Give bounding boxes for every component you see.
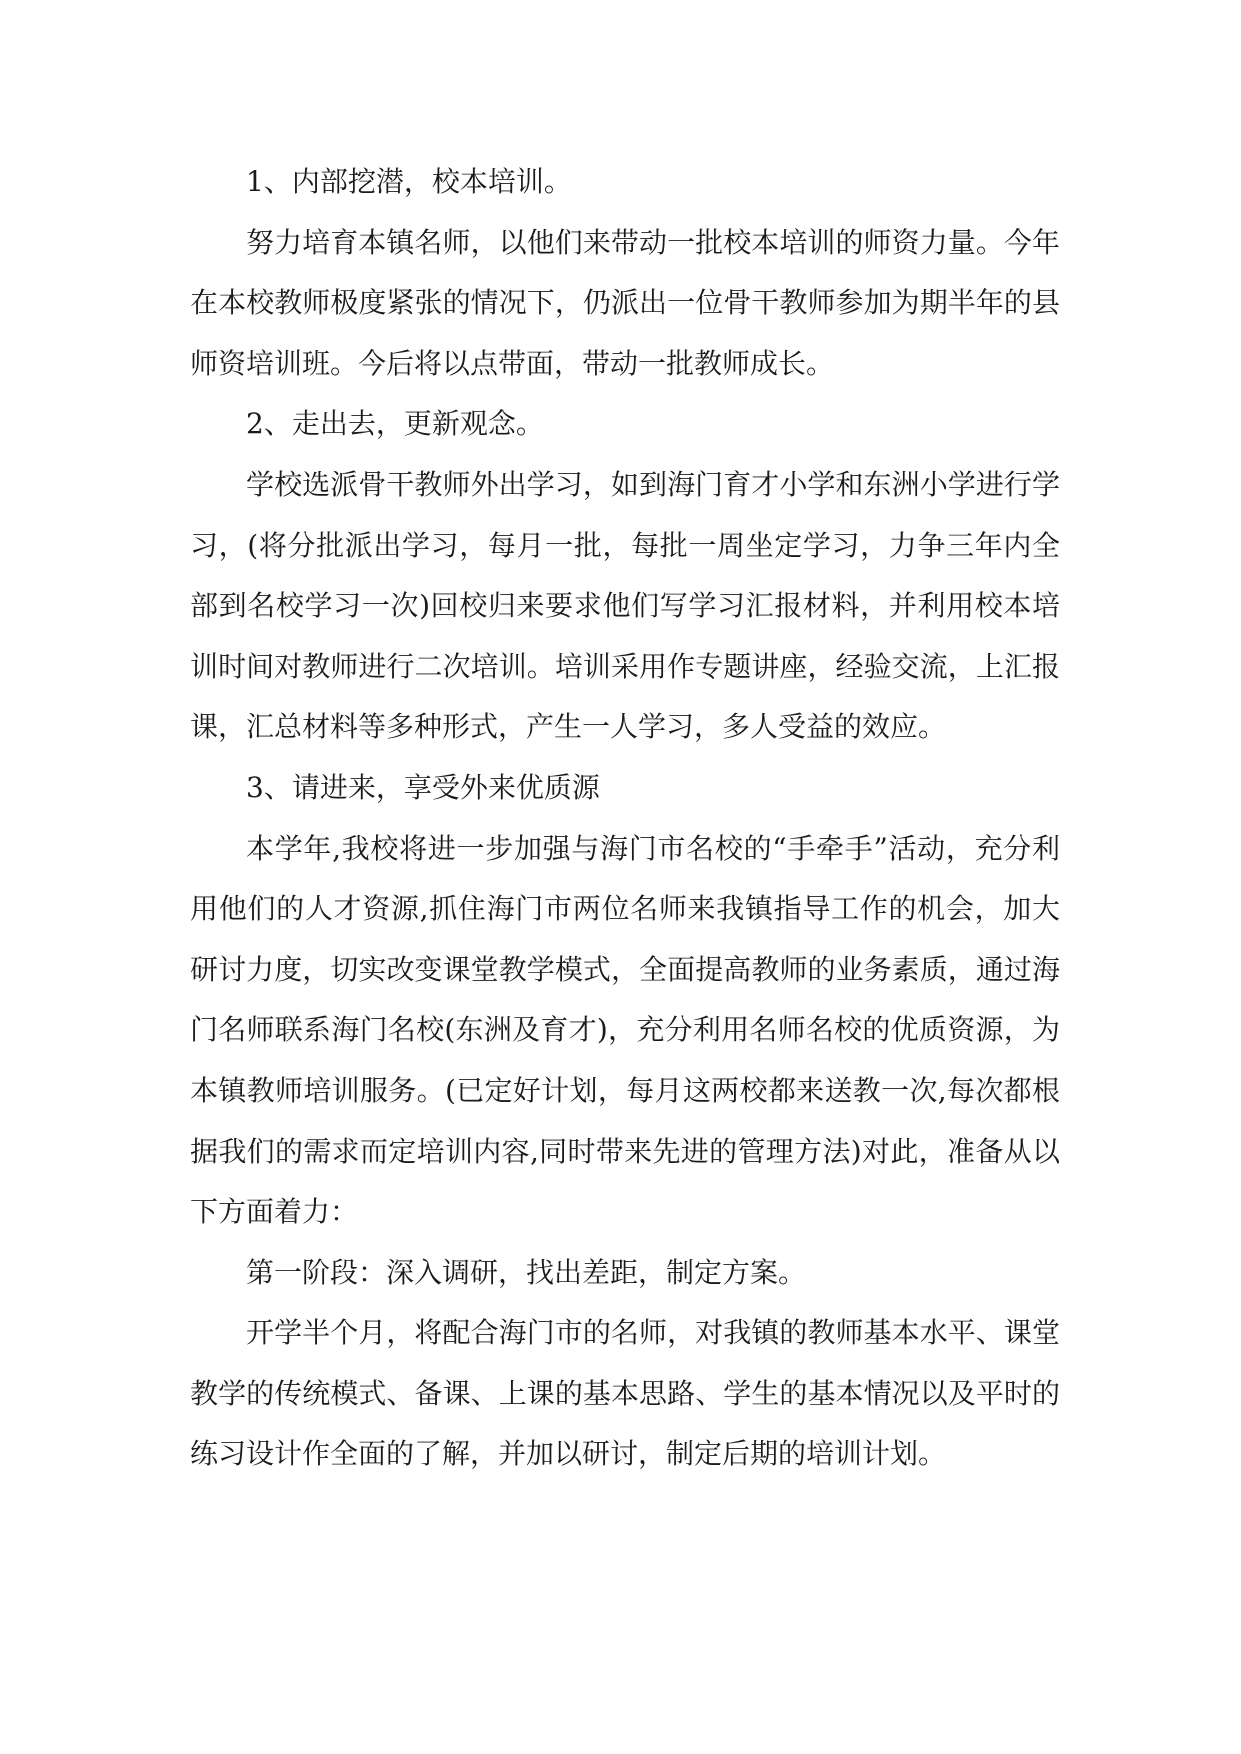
paragraph-3: 本学年,我校将进一步加强与海门市名校的“手牵手”活动，充分利用他们的人才资源,抓住海门市两位名师来我镇指导工作的机会，加大研讨力度，切实改变课堂教学模式，全面提高教师的业务素质，通过海门名师联系海门名校(东洲及育才)，充分利用名师名校的优质资源，为本镇教师培训服务。(已定好计划，每月这两校都来送教一次,每次都根据我们的需求而定培训内容,同时带来先进的管理方法)对此，准备从以下方面着力： — [190, 831, 1060, 1229]
document-body — [190, 152, 1060, 1485]
stage-heading-1: 第一阶段：深入调研，找出差距，制定方案。 — [246, 1255, 807, 1289]
paragraph-4: 开学半个月，将配合海门市的名师，对我镇的教师基本水平、课堂教学的传统模式、备课、上课的基本思路、学生的基本情况以及平时的练习设计作全面的了解，并加以研讨，制定后期的培训计划。 — [190, 1316, 1060, 1471]
paragraph-1: 努力培育本镇名师，以他们来带动一批校本培训的师资力量。今年在本校教师极度紧张的情况下，仍派出一位骨干教师参加为期半年的县师资培训班。今后将以点带面，带动一批教师成长。 — [190, 225, 1060, 380]
section-heading-2: 2、走出去，更新观念。 — [246, 407, 544, 441]
paragraph-2: 学校选派骨干教师外出学习，如到海门育才小学和东洲小学进行学习，(将分批派出学习，每月一批，每批一周坐定学习，力争三年内全部到名校学习一次)回校归来要求他们写学习汇报材料，并利用校本培训时间对教师进行二次培训。培训采用作专题讲座，经验交流，上汇报课，汇总材料等多种形式，产生一人学习，多人受益的效应。 — [190, 467, 1060, 744]
section-heading-3: 3、请进来，享受外来优质源 — [246, 770, 600, 804]
section-heading-1: 1、内部挖潜，校本培训。 — [246, 165, 572, 198]
